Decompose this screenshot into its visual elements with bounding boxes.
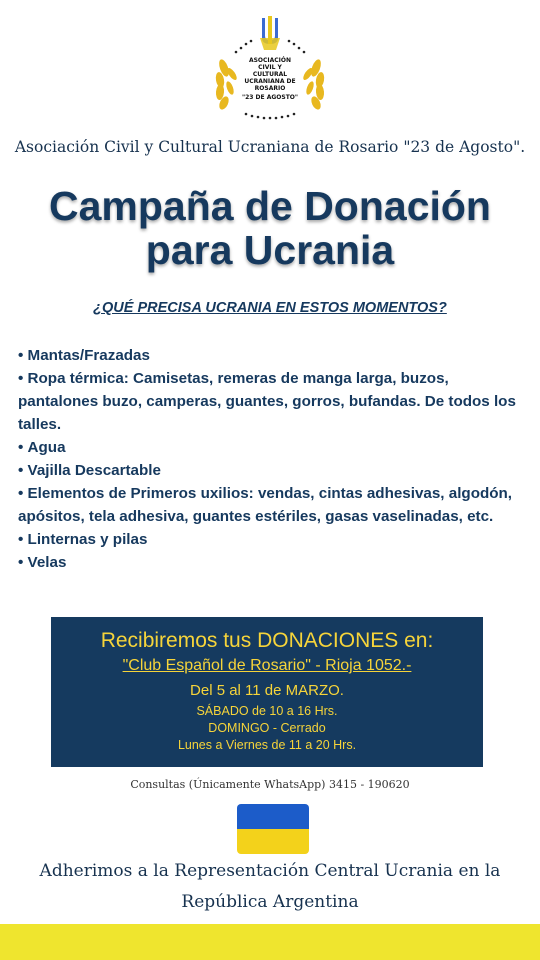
- donation-info-box: [51, 617, 483, 767]
- logo-line-6: "23 DE AGOSTO": [241, 94, 299, 101]
- donation-dates: Del 5 al 11 de MARZO.: [190, 682, 344, 699]
- title-line-1: Campaña de Donación: [49, 183, 491, 229]
- list-item: • Ropa térmica: Camisetas, remeras de manga larga, buzos, pantalones buzo, camperas, guantes, gorros, bufandas. De todos los talles.: [18, 367, 518, 436]
- contact-info: Consultas (Únicamente WhatsApp) 3415 - 190620: [130, 778, 410, 791]
- logo-line-5: ROSARIO: [254, 85, 286, 92]
- flag-blue-stripe: [237, 804, 309, 829]
- footer-line-1: Adherimos a la Representación Central Ucrania en la: [39, 861, 501, 881]
- flag-yellow-stripe: [237, 829, 309, 854]
- weekday-hours: Lunes a Viernes de 11 a 20 Hrs.: [177, 738, 357, 752]
- association-name: Asociación Civil y Cultural Ucraniana de Rosario "23 de Agosto".: [14, 138, 526, 156]
- logo-line-2: CIVIL Y: [258, 64, 282, 71]
- footer-statement: [20, 856, 520, 918]
- logo-line-1: ASOCIACIÓN: [248, 57, 292, 64]
- ukraine-flag-icon: [237, 804, 309, 854]
- list-item: • Mantas/Frazadas: [18, 344, 518, 367]
- needs-list: [18, 344, 518, 574]
- logo-line-3: CULTURAL: [252, 71, 288, 78]
- needs-question: ¿QUÉ PRECISA UCRANIA EN ESTOS MOMENTOS?: [93, 300, 447, 316]
- bottom-yellow-band: [0, 924, 540, 960]
- left-wheat-icon: [215, 58, 239, 111]
- list-item: • Linternas y pilas: [18, 528, 518, 551]
- footer-line-2: República Argentina: [181, 892, 359, 912]
- right-wheat-icon: [302, 58, 326, 111]
- list-item: • Velas: [18, 551, 518, 574]
- trident-icon: [260, 16, 280, 50]
- association-logo: [210, 14, 330, 122]
- donation-title: Recibiremos tus DONACIONES en:: [100, 629, 434, 652]
- title-line-2: para Ucrania: [145, 227, 395, 273]
- list-item: • Elementos de Primeros uxilios: vendas, cintas adhesivas, algodón, apósitos, tela adhesiva, guantes estériles, gasas vaselinadas, etc.: [18, 482, 518, 528]
- list-item: • Agua: [18, 436, 518, 459]
- association-emblem: [210, 14, 330, 122]
- sunday-hours: DOMINGO - Cerrado: [208, 721, 326, 735]
- donation-place-link[interactable]: "Club Español de Rosario" - Rioja 1052.-: [122, 657, 412, 674]
- logo-line-4: UCRANIANA DE: [244, 78, 296, 85]
- page-title: [0, 184, 540, 272]
- list-item: • Vajilla Descartable: [18, 459, 518, 482]
- saturday-hours: SÁBADO de 10 a 16 Hrs.: [196, 704, 338, 718]
